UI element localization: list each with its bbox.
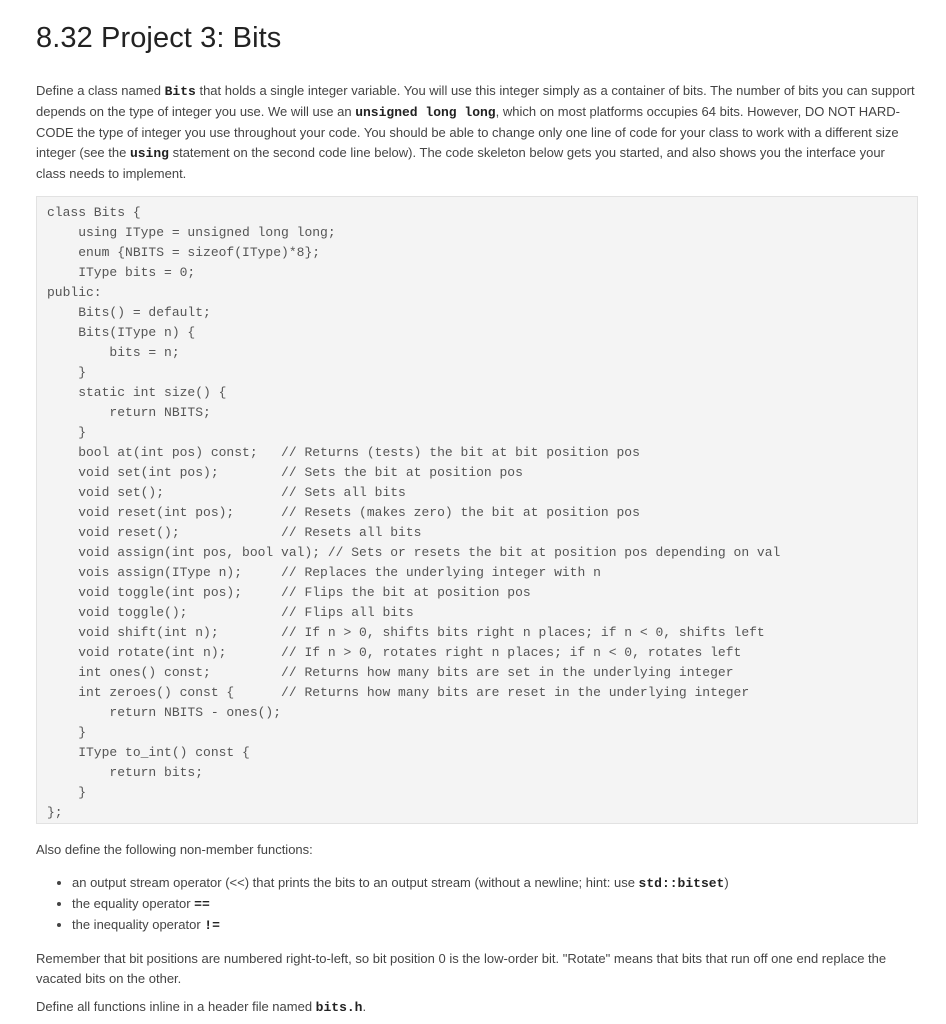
code-line: public: (47, 285, 102, 300)
bullet-text: the inequality operator (72, 917, 205, 932)
code-line: } (47, 425, 87, 440)
code-line: return NBITS - ones(); (47, 705, 282, 720)
nonmember-list (36, 873, 729, 936)
code-line: bool at(int pos) const; // Returns (tests) the bit at bit position pos (47, 445, 640, 460)
intro-code-bits: Bits (164, 84, 196, 99)
code-line: void assign(int pos, bool val); // Sets or resets the bit at position pos depending on val (47, 545, 781, 560)
code-line: } (47, 785, 87, 800)
code-listing (37, 197, 917, 823)
code-line: enum {NBITS = sizeof(IType)*8}; (47, 245, 321, 260)
code-line: class Bits { (47, 205, 141, 220)
list-item (72, 894, 729, 915)
bullet-code: == (194, 897, 210, 912)
intro-code-using: using (129, 146, 169, 161)
code-line: return bits; (47, 765, 204, 780)
code-line: void shift(int n); // If n > 0, shifts bits right n places; if n < 0, shifts left (47, 625, 765, 640)
nonmember-heading: Also define the following non-member functions: (36, 842, 313, 857)
code-line: void reset(int pos); // Resets (makes zero) the bit at position pos (47, 505, 640, 520)
intro-paragraph (36, 81, 918, 184)
bullet-text: an output stream operator (<<) that prints the bits to an output stream (without a newline; hint: use (72, 875, 639, 890)
code-line: }; (47, 805, 63, 820)
code-line: vois assign(IType n); // Replaces the underlying integer with n (47, 565, 601, 580)
intro-text-2: that holds a single integer variable. You will use this integer simply as a container of bits. The number of bits you can support depends on the type of integer you use. We will use an (36, 83, 915, 119)
code-line: static int size() { (47, 385, 227, 400)
define-text: Define all functions inline in a header file named (36, 999, 316, 1014)
code-line: Bits(IType n) { (47, 325, 196, 340)
code-line: Bits() = default; (47, 305, 211, 320)
bullet-text: ) (724, 875, 729, 890)
bullet-code: std::bitset (638, 876, 725, 891)
list-item (72, 915, 729, 936)
code-line: int ones() const; // Returns how many bits are set in the underlying integer (47, 665, 734, 680)
code-line: IType to_int() const { (47, 745, 250, 760)
intro-text-1: Define a class named (36, 83, 165, 98)
page-title: 8.32 Project 3: Bits (36, 22, 282, 54)
code-line: void set(); // Sets all bits (47, 485, 406, 500)
code-line: void rotate(int n); // If n > 0, rotates right n places; if n < 0, rotates left (47, 645, 742, 660)
code-line: using IType = unsigned long long; (47, 225, 336, 240)
intro-code-type: unsigned long long (355, 105, 496, 120)
define-code-filename: bits.h (315, 1000, 363, 1015)
code-line: IType bits = 0; (47, 265, 196, 280)
code-line: void reset(); // Resets all bits (47, 525, 422, 540)
intro-text-4: statement on the second code line below). The code skeleton below gets you started, and also shows you the interface your class needs to implement. (36, 145, 885, 181)
code-line: } (47, 725, 87, 740)
define-text-end: . (362, 999, 367, 1014)
code-line: void set(int pos); // Sets the bit at position pos (47, 465, 523, 480)
define-paragraph (36, 997, 366, 1018)
code-block (36, 196, 918, 824)
code-line: } (47, 365, 87, 380)
list-item (72, 873, 729, 894)
code-line: void toggle(int pos); // Flips the bit at position pos (47, 585, 531, 600)
remember-paragraph: Remember that bit positions are numbered right-to-left, so bit position 0 is the low-order bit. "Rotate" means that bits that run off one end replace the vacated bits on the other. (36, 951, 887, 986)
intro-text-3: , which on most platforms occupies 64 bits. However, DO NOT HARD-CODE the type of integer you use throughout your code. You should be able to change only one line of code for your class to work with a different size integer (see the (36, 104, 900, 160)
bullet-text: the equality operator (72, 896, 195, 911)
code-line: int zeroes() const { // Returns how many bits are reset in the underlying integer (47, 685, 750, 700)
code-line: bits = n; (47, 345, 180, 360)
code-line: return NBITS; (47, 405, 211, 420)
code-line: void toggle(); // Flips all bits (47, 605, 414, 620)
bullet-code: != (204, 918, 220, 933)
